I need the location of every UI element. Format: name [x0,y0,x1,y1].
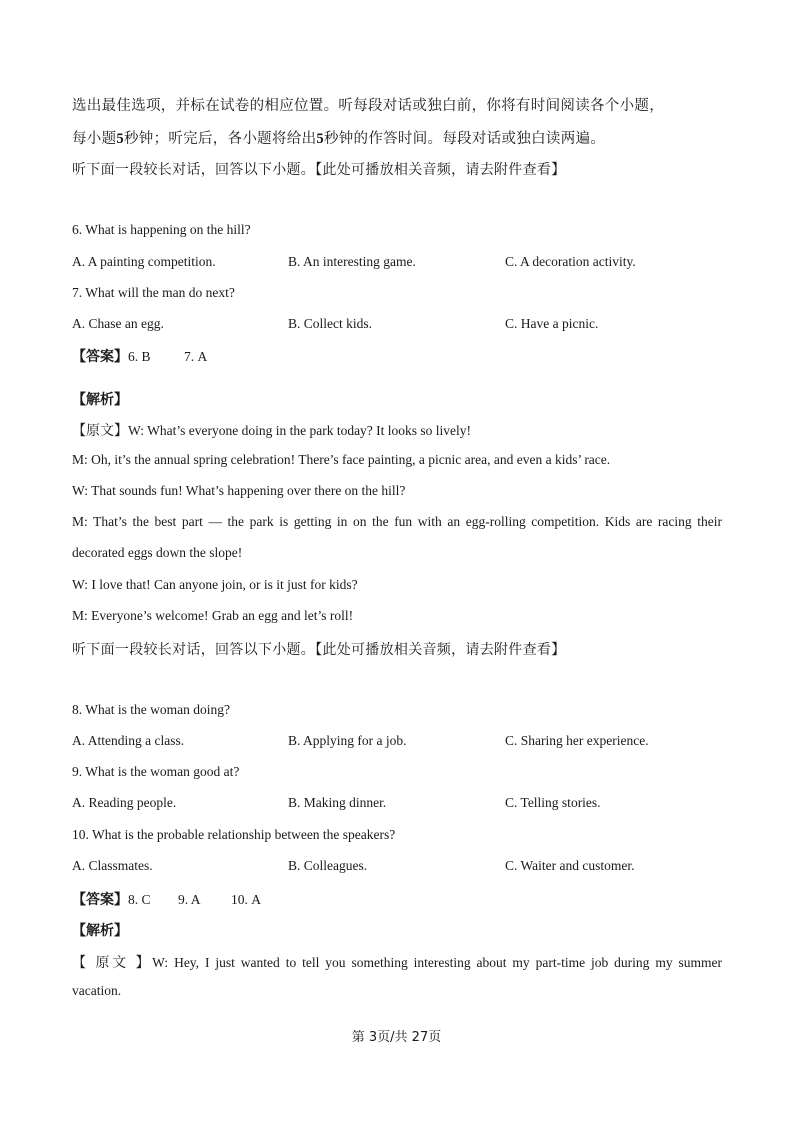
instructions-line-2: 每小题5秒钟；听完后，各小题将给出5秒钟的作答时间。每段对话或独白读两遍。 [72,131,606,147]
section-1-intro: 听下面一段较长对话，回答以下小题。【此处可播放相关音频，请去附件查看】 [72,162,566,178]
answer-10: 10. A [231,892,261,907]
instructions-line-1: 选出最佳选项，并标在试卷的相应位置。听每段对话或独白前，你将有时间阅读各个小题， [72,98,664,114]
analysis-label: 【解析】 [72,392,128,408]
page-number: 第 3页/共 27页 [351,1030,442,1045]
transcript-line-6: W: I love that! Can anyone join, or is it just for kids? [72,577,358,592]
question-9-option-a: A. Reading people. [72,795,177,810]
question-9-option-c: C. Telling stories. [505,795,601,810]
transcript-label: 【原文】 [72,423,128,439]
question-6-stem: 6. What is happening on the hill? [72,222,251,237]
question-6-option-b: B. An interesting game. [288,254,416,269]
question-7-stem: 7. What will the man do next? [72,285,235,300]
question-9-stem: 9. What is the woman good at? [72,764,240,779]
transcript-line-3: W: That sounds fun! What’s happening over there on the hill? [72,483,406,498]
question-10-option-c: C. Waiter and customer. [505,858,635,873]
question-8-option-a: A. Attending a class. [72,733,185,748]
question-8-option-b: B. Applying for a job. [288,733,407,748]
answer-6: 6. B [128,349,151,364]
question-8-option-c: C. Sharing her experience. [505,733,649,748]
answer-7: 7. A [184,349,208,364]
question-7-option-c: C. Have a picnic. [505,316,599,331]
question-6-option-c: C. A decoration activity. [505,254,636,269]
transcript-line-2: M: Oh, it’s the annual spring celebration! There’s face painting, a picnic area, and even a kids’ race. [72,452,611,467]
answer-label: 【答案】 [72,892,128,908]
transcript-line-1: 【原文】W: What’s everyone doing in the park today? It looks so lively! [72,423,472,439]
question-7-option-b: B. Collect kids. [288,316,372,331]
question-10-option-a: A. Classmates. [72,858,153,873]
question-8-stem: 8. What is the woman doing? [72,702,230,717]
answer-8: 8. C [128,892,151,907]
question-7-option-a: A. Chase an egg. [72,316,164,331]
question-6-option-a: A. A painting competition. [72,254,216,269]
analysis-label: 【解析】 [72,923,128,939]
transcript-line-4: M: That’s the best part — the park is getting in on the fun with an egg-rolling competition. Kids are racing their [72,514,722,529]
question-10-option-b: B. Colleagues. [288,858,368,873]
answer-row-1 [72,346,207,366]
answer-label: 【答案】 [72,349,128,365]
transcript-label: 【 原文 】 [72,955,153,971]
transcript-line-5: decorated eggs down the slope! [72,545,243,560]
answer-9: 9. A [178,892,201,907]
question-9-option-b: B. Making dinner. [288,795,387,810]
transcript-line-1: 【 原文 】W: Hey, I just wanted to tell you something interesting about my part-time job during my summer [72,955,722,971]
transcript-line-7: M: Everyone’s welcome! Grab an egg and let’s roll! [72,608,354,623]
transcript-line-2: vacation. [72,983,122,998]
answer-row-2 [72,889,261,909]
section-2-intro: 听下面一段较长对话，回答以下小题。【此处可播放相关音频，请去附件查看】 [72,642,566,658]
question-10-stem: 10. What is the probable relationship between the speakers? [72,827,396,842]
